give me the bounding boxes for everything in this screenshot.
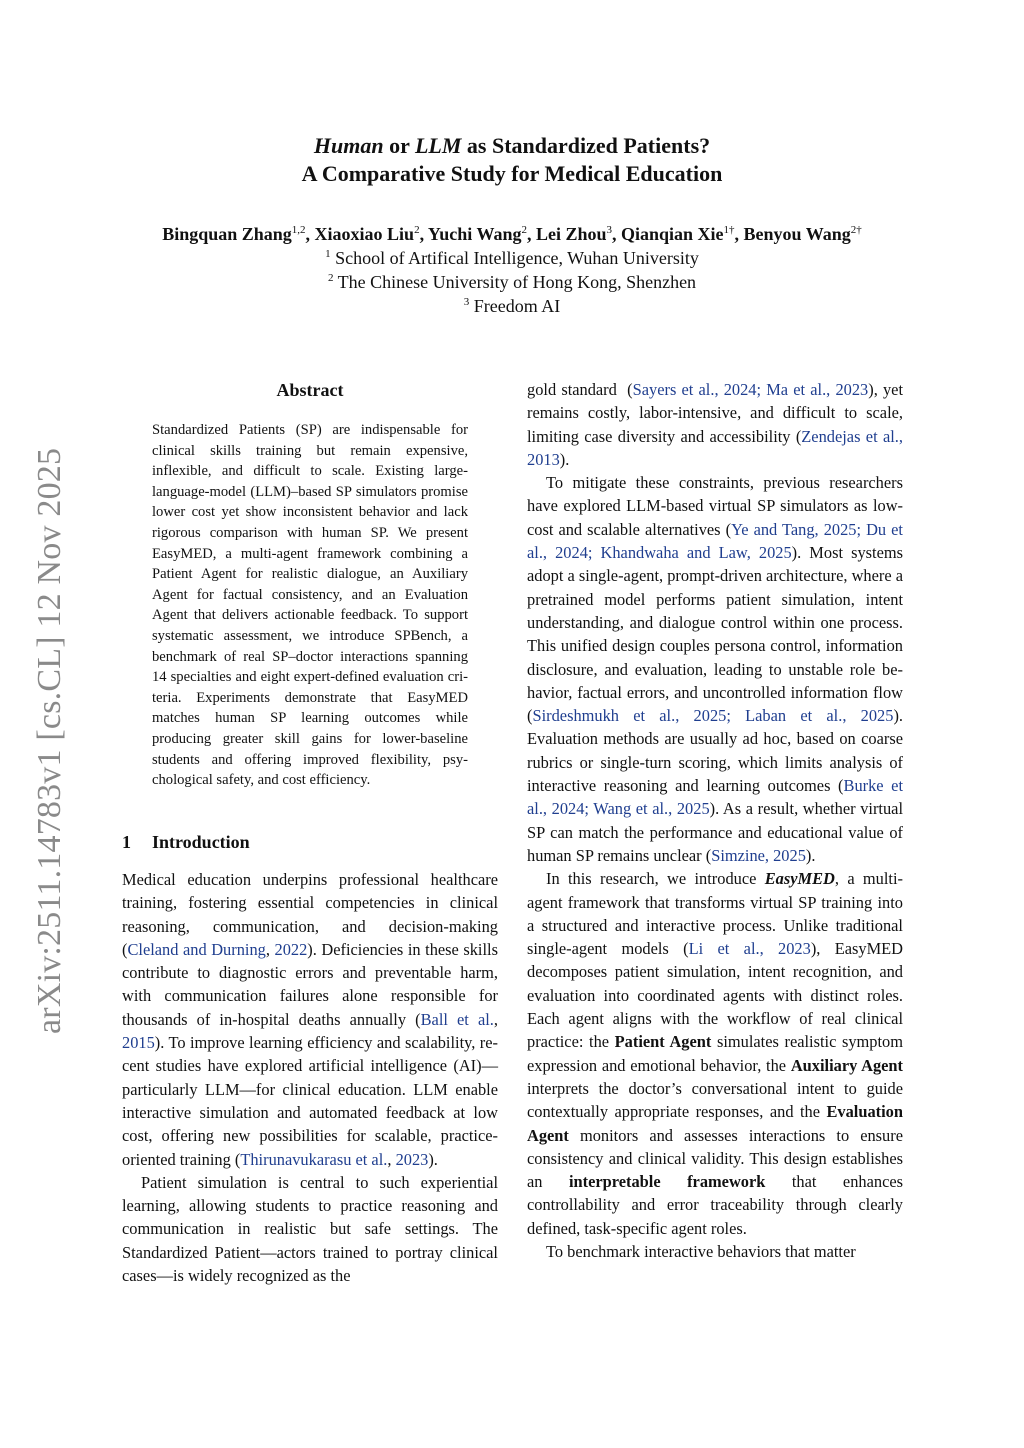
author-name: Lei Zhou [535,224,607,244]
affiliation-1 [112,246,912,270]
text-run: ). Most systems adopt a single-agent, prompt-driven architecture, where a pretrained model performs patient simulation, intent understanding, and dialogue control within one process. This unified design couples persona control, information disclosure, and evaluation, leading to unstable role behavior, factual errors, and uncontrolled information flow ( [527,543,903,726]
title-rest: as Standardized Patients? [461,133,711,158]
text-run: simulates realistic symptom expression and emotional behavior, the [527,1032,903,1075]
text-run: ). Deficiencies in these skills contribute to diagnostic errors and preventable harm, with communication failures alone responsible for thousands of in-hospital deaths annually ( [122,939,498,1029]
affiliation-name: The Chinese University of Hong Kong, Shenzhen [337,272,697,292]
section-heading [122,830,250,854]
affiliation-mark: 3 [463,296,470,308]
section-title: Introduction [152,832,250,852]
text-run: ). [805,845,816,865]
title-human: Human [313,133,384,158]
paper-title-line2: A Comparative Study for Medical Education [301,161,723,186]
text-run: ). Evaluation methods are usually ad hoc, based on coarse rubrics or single-turn scoring, which limits analysis of interactive reasoning and learning outcomes ( [527,706,903,796]
citation-link[interactable]: 2023 [395,1149,429,1169]
text-run: ). To improve learning efficiency and scalability, recent studies have explored artificial intelligence (AI)—particularly LLM—for clinical education. LLM enable interactive simulation and automated feedback at low cost, offering new possibilities for scalable, practice-oriented training ( [122,1033,498,1169]
author-name: Qianqian Xie [621,224,724,244]
citation-link[interactable]: Zendejas et al., 2013 [527,426,903,469]
citation-link[interactable]: Cleland and Durning [127,939,266,959]
text-run: , [265,939,275,959]
text-run: ), yet remains costly, labor-intensive, and difficult to scale, limiting case diversity and accessibility ( [527,380,904,446]
text-run: monitors and assesses interactions to ensure consistency and clinical validity. This design establishes an [527,1125,903,1192]
affiliation-3 [112,294,912,318]
arxiv-stamp: arXiv:2511.14783v1 [cs.CL] 12 Nov 2025 [31,447,68,1034]
author-list: Bingquan Zhang$^{1,2}$, Xiaoxiao Liu$^2$, Yuchi Wang$^2$, Lei Zhou$^3$, Qianqian Xie$^{1\dagger}$, Benyou Wang$^{2\dagger}$ [162,224,862,244]
affiliation-mark: 2 [327,272,334,284]
text-run: ). [559,449,570,469]
affiliation-name: Freedom AI [473,296,561,316]
bold-term: Auxiliary Agent [790,1055,903,1075]
affiliation-name: School of Artifical Intelligence, Wuhan University [335,248,699,268]
author-name: Bingquan Zhang [162,224,292,244]
title-or: or [383,133,415,158]
author-affiliation-mark: 1† [723,224,735,236]
paper-title-line1 [112,132,912,160]
author-name: Yuchi Wang [427,224,522,244]
author-name: Benyou Wang [743,224,851,244]
text-run: ). As a result, whether virtual SP can match the performance and educational value of human SP remains unclear ( [527,799,904,865]
author-affiliation-mark: 3 [606,224,613,236]
citation-link[interactable]: Thirunavukarasu et al. [240,1149,388,1169]
affiliation-2 [112,270,912,294]
author-affiliation-mark: 1,2 [291,224,306,236]
abstract-heading: Abstract [276,380,344,400]
right-paragraph-1 [527,378,903,471]
abstract-text: Standardized Patients (SP) are indispensable for clinical skills training but remain expensive, inflexible, and difficult to scale. Existing large-language-model (LLM)–based SP simulators promise lower cost yet show inconsistent behavior and lack rigorous comparison with human SP. We present EasyMED, a multi-agent framework combining a Patient Agent for realistic dialogue, an Auxiliary Agent for factual consistency, and an Evaluation Agent that delivers actionable feedback. To support systematic assessment, we introduce SPBench, a benchmark of real SP–doctor interactions spanning 14 specialties and eight expert-defined evaluation criteria. Experiments demonstrate that EasyMED matches human SP learning outcomes while producing greater skill gains for lower-baseline students and offering improved flexibility, psychological safety, and cost efficiency. [152,422,468,789]
bold-term: Evaluation Agent [527,1102,903,1145]
author-affiliation-mark: 2† [850,224,862,236]
intro-paragraph-2: Patient simulation is central to such experiential learning, allowing students to practice reasoning and communication in realistic but safe settings. The Standardized Patient—actors trained to portray clinical cases—is widely recognized as the [122,1172,498,1286]
right-column [527,378,903,1263]
intro-paragraph-1 [122,868,498,1171]
emphasis-easymed: EasyMED [764,869,835,889]
citation-link[interactable]: 2015 [122,1033,155,1053]
text-run: that enhances controllability and error traceability through clearly defined, task-specific agent roles. [527,1172,904,1238]
text-run: ). [428,1149,438,1169]
author-affiliation-mark: 2 [414,224,420,236]
citation-link[interactable]: 2022 [274,939,308,959]
text-run: interprets the doctor’s conversational intent to guide contextually appropriate responses, and the [527,1078,903,1122]
citation-link[interactable]: Sayers et al., 2024; Ma et al., 2023 [632,380,869,399]
text-run: , [493,1009,498,1029]
text-run: , [387,1149,396,1169]
citation-link[interactable]: Ball et al. [420,1009,494,1029]
right-paragraph-4: To benchmark interactive behaviors that matter [546,1241,856,1261]
text-run: To mitigate these constraints, previous researchers have explored LLM-based virtual SP simulators as low-cost and scalable alternatives ( [527,473,903,539]
text-run: gold standard ( [527,380,633,399]
author-affiliation-mark: 2 [521,224,527,236]
text-run: ), EasyMED decomposes patient simulation, intent recognition, and evaluation into coordinated agents with distinct roles. Each agent aligns with the workflow of real clinical practice: the [527,939,904,1052]
affiliation-mark: 1 [325,248,331,260]
author-name: Xiaoxiao Liu [314,224,415,244]
text-run: Medical education underpins professional healthcare training, fostering essential competencies in clinical reasoning, communication, and decision-making ( [122,870,498,959]
citation-link[interactable]: Ye and Tang, 2025; Du et al., 2024; Khandwaha and Law, 2025 [527,519,903,563]
left-column [122,868,498,1287]
bold-term: Patient Agent [614,1032,712,1052]
bold-term: interpretable framework [568,1172,766,1192]
citation-link[interactable]: Li et al., 2023 [688,939,811,959]
citation-link[interactable]: Sirdeshmukh et al., 2025; Laban et al., 2025 [532,706,894,726]
citation-link[interactable]: Burke et al., 2024; Wang et al., 2025 [527,776,903,819]
right-paragraph-2 [527,471,903,867]
title-llm: LLM [414,133,462,158]
right-paragraph-3 [527,867,903,1240]
section-number: 1 [122,832,131,852]
text-run: , a multi-agent framework that transforms virtual SP training into a structured and interactive process. Unlike traditional single-agent models ( [527,869,903,959]
text-run: In this research, we introduce [546,869,765,889]
citation-link[interactable]: Simzine, 2025 [711,845,806,865]
